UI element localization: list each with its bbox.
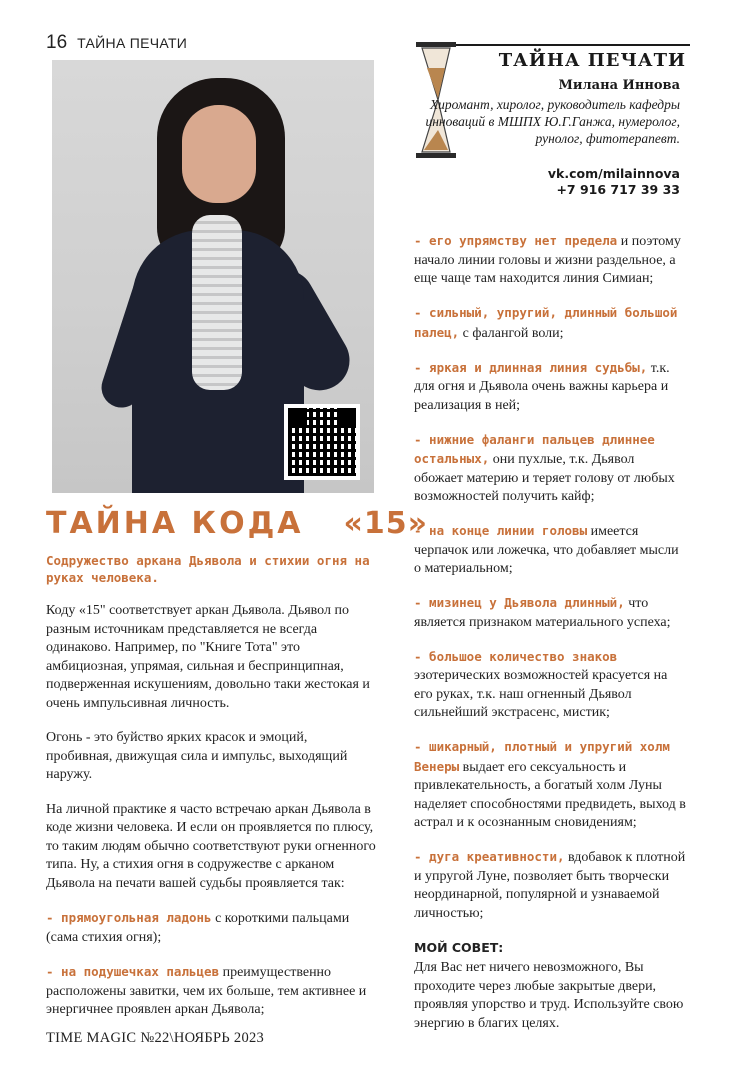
article-title-text: ТАЙНА КОДА [46, 506, 304, 541]
author-name: Милана Иннова [558, 78, 680, 93]
list-item [414, 522, 686, 579]
list-item [414, 359, 686, 416]
phone-number: +7 916 717 39 33 [556, 182, 680, 197]
list-item-text: с короткими пальцами (сама стихия огня); [46, 911, 350, 945]
list-item-text: что является признаком материального успеха; [414, 596, 671, 630]
highlight: - большое количество знаков [414, 648, 618, 664]
card-title: ТАЙНА ПЕЧАТИ [498, 50, 686, 71]
page-number: 16 [46, 32, 68, 53]
list-item-text: и поэтому начало линии головы и жизни раздельное, а еще чаще там находится линия Симиан; [414, 234, 681, 286]
list-item [414, 648, 686, 723]
highlight: - дуга креативности, [414, 849, 565, 864]
list-item [414, 304, 686, 343]
list-item [414, 431, 686, 507]
highlight: - нижние фаланги пальцев длиннее остальных, [414, 431, 655, 466]
frame-line [456, 44, 690, 46]
highlight: - мизинец у Дьявола длинный, [414, 595, 625, 610]
list-item [46, 963, 376, 1020]
list-item [46, 909, 376, 947]
highlight: - его упрямству нет предела [414, 233, 618, 248]
section-title: ТАЙНА ПЕЧАТИ [77, 35, 188, 51]
list-item [414, 738, 686, 833]
author-photo [52, 60, 374, 493]
advice-title: МОЙ СОВЕТ: [414, 939, 504, 955]
list-item-text: т.к. для огня и Дьявола очень важны карьера и реализация в ней; [414, 360, 670, 413]
paragraph: Коду «15" соответствует аркан Дьявола. Дьявол по разным источникам представляется не всегда одинаково. Например, по "Книге Тота" это амбициозная, упрямая, сильная и беспринципная, подверженная искушениям, довольно таки жестокая и очень импульсивная личность. [46, 603, 370, 711]
author-card [412, 38, 690, 196]
photo-lace-jabot [192, 215, 242, 390]
highlight: - на конце линии головы [414, 523, 588, 538]
list-item-text: они пухлые, т.к. Дьявол обожает материю и теряет голову от любых возможностей получить кайф; [414, 452, 675, 504]
highlight: - на подушечках пальцев [46, 964, 220, 979]
page-header [46, 32, 187, 54]
photo-face [182, 105, 256, 203]
paragraph: Огонь - это буйство ярких красок и эмоций, пробивная, движущая сила и импульс, выходящий наружу. [46, 730, 348, 782]
list-item [414, 232, 686, 289]
vk-link[interactable]: vk.com/milainnova [547, 166, 680, 181]
article-title [46, 506, 428, 541]
highlight: - сильный, упругий, длинный большой палец, [414, 305, 678, 340]
article-title-number: «15» [343, 506, 429, 541]
list-item-text: эзотерических возможностей красуется на его руках, т.к. наш огненный Дьявол сильнейший экстрасенс, мистик; [414, 668, 668, 720]
highlight: - шикарный, плотный и упругий холм Венеры [414, 739, 670, 774]
author-description: Хиромант, хиролог, руководитель кафедры инноваций в МШПХ Ю.Г.Ганжа, нумеролог, рунолог, фитотерапевт. [425, 97, 680, 146]
footer-issue: TIME MAGIC №22\НОЯБРЬ 2023 [46, 1030, 265, 1046]
article-column-right [414, 232, 686, 1033]
list-item [414, 848, 686, 923]
author-contacts [548, 166, 680, 198]
list-item-text: выдает его сексуальность и привлекательность, а богатый холм Луны наделяет способностями предвидеть, выход в астрал и к осознанным сновидениям; [414, 759, 686, 830]
article-subtitle: Содружество аркана Дьявола и стихии огня на руках человека. [46, 553, 370, 585]
article-column-left [46, 602, 376, 1036]
list-item [414, 594, 686, 632]
qr-code-icon[interactable] [284, 404, 360, 480]
paragraph: На личной практике я часто встречаю аркан Дьявола в коде жизни человека. И если он проявляется по плюсу, то таким людям обычно соответствуют руки огненного типа. Ну, а стихия огня в содружестве с арканом Дьявола на печати вашей судьбы проявляется так: [46, 801, 376, 891]
advice-text: Для Вас нет ничего невозможного, Вы проходите через любые закрытые двери, проявляя упорство и труд. Используйте свою энергию в благих целях. [414, 960, 684, 1031]
list-item-text: с фалангой воли; [459, 325, 564, 341]
list-item-text: преимущественно расположены завитки, чем их больше, тем активнее и энергичнее проявлен аркан Дьявола; [46, 965, 367, 1017]
highlight: - прямоугольная ладонь [46, 910, 212, 925]
list-item-text: вдобавок к плотной и упругой Луне, позволяет быть творчески неординарной, популярной и узнаваемой личностью; [414, 850, 686, 921]
list-item-text: имеется черпачок или ложечка, что добавляет мысли о материальном; [414, 524, 679, 576]
highlight: - яркая и длинная линия судьбы, [414, 359, 648, 375]
